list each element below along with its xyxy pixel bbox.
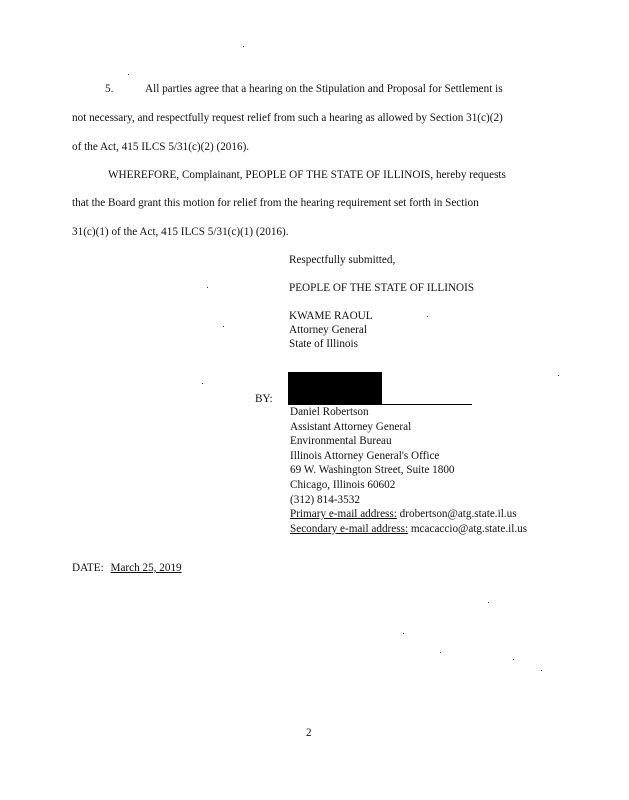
scan-speck (558, 375, 559, 376)
scan-speck (541, 670, 542, 671)
wherefore-line-1: WHEREFORE, Complainant, PEOPLE OF THE STATE OF ILLINOIS, hereby requests (108, 169, 506, 181)
scan-speck (488, 602, 489, 603)
by-label: BY: (255, 393, 273, 405)
street-address: 69 W. Washington Street, Suite 1800 (290, 464, 455, 477)
scan-speck (202, 383, 203, 384)
party-name: PEOPLE OF THE STATE OF ILLINOIS (289, 282, 475, 294)
wherefore-line-3: 31(c)(1) of the Act, 415 ILCS 5/31(c)(1) (2016). (72, 226, 289, 238)
date-row (72, 561, 182, 575)
paragraph-5-line-1: All parties agree that a hearing on the Stipulation and Proposal for Settlement is (145, 83, 503, 95)
date-label: DATE: (72, 562, 104, 574)
paragraph-5-line-3: of the Act, 415 ILCS 5/31(c)(2) (2016). (72, 141, 250, 153)
primary-email-row (290, 507, 527, 522)
signer-name: Daniel Robertson (290, 406, 369, 418)
scan-speck (427, 316, 428, 317)
ag-title: Attorney General (289, 324, 367, 336)
primary-email-label: Primary e-mail address: (290, 508, 397, 521)
page-number: 2 (306, 727, 312, 739)
primary-email[interactable]: drobertson@atg.state.il.us (399, 508, 517, 521)
scan-speck (207, 287, 208, 288)
scan-speck (243, 46, 244, 47)
date-value: March 25, 2019 (110, 562, 182, 574)
signer-contact-block (290, 405, 527, 536)
paragraph-number: 5. (105, 83, 114, 95)
attorney-general-block (289, 309, 373, 351)
secondary-email-label: Secondary e-mail address: (290, 522, 409, 535)
scan-speck (403, 633, 404, 634)
office: Illinois Attorney General's Office (290, 449, 440, 462)
scan-speck (128, 74, 129, 75)
bureau: Environmental Bureau (290, 435, 392, 448)
secondary-email-row (290, 522, 527, 537)
phone-number: (312) 814-3532 (290, 493, 360, 506)
redacted-signature (288, 372, 382, 404)
wherefore-line-2: that the Board grant this motion for relief from the hearing requirement set forth in Section (72, 197, 479, 209)
scan-speck (223, 326, 224, 327)
scan-speck (440, 652, 441, 653)
signer-title: Assistant Attorney General (290, 420, 412, 433)
ag-name: KWAME RAOUL (289, 310, 373, 322)
closing-text: Respectfully submitted, (289, 254, 396, 266)
scan-speck (513, 659, 514, 660)
secondary-email[interactable]: mcacaccio@atg.state.il.us (410, 522, 528, 535)
city-state-zip: Chicago, Illinois 60602 (290, 478, 396, 491)
paragraph-5-line-2: not necessary, and respectfully request relief from such a hearing as allowed by Section 31(c)(2) (72, 112, 503, 124)
ag-state: State of Illinois (289, 338, 358, 350)
